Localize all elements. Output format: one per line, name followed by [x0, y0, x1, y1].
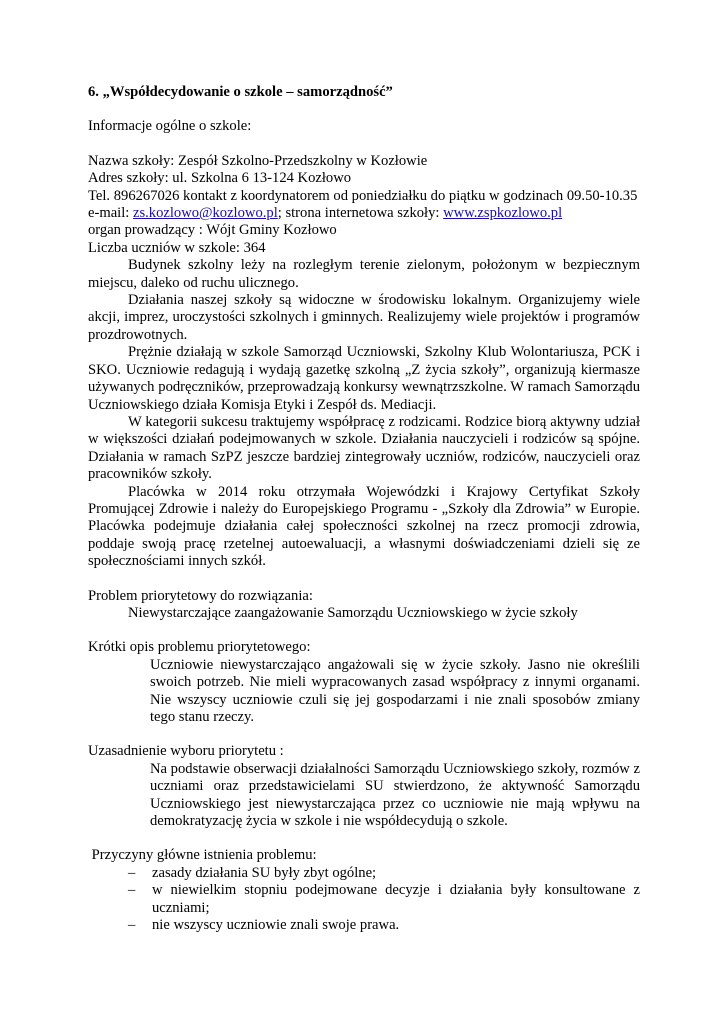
list-item-text: w niewielkim stopniu podejmowane decyzje i działania były konsultowane z uczniami; [152, 882, 640, 916]
short-description-label: Krótki opis problemu priorytetowego: [88, 639, 311, 656]
justification-text: Na podstawie obserwacji działalności Samorządu Uczniowskiego szkoły, rozmów z uczniami oraz przedstawicielami SU stwierdzono, że aktywność Samorządu Uczniowskiego jest niewystarczająca przez co uczniowie nie mają wpływu na demokratyzację życia w szkole i nie współdecydują o szkole. [150, 760, 640, 830]
list-item-text: zasady działania SU były zbyt ogólne; [152, 864, 377, 881]
justification-label: Uzasadnienie wyboru priorytetu : [88, 743, 284, 760]
website-prefix: ; strona internetowa szkoły: [277, 205, 444, 222]
justification-section [88, 743, 640, 830]
document-page [88, 84, 640, 934]
list-item [128, 917, 640, 934]
paragraph: W kategorii sukcesu traktujemy współpracę z rodzicami. Rodzice biorą aktywny udział w większości działań podejmowanych w szkole. Działania nauczycieli i rodziców są spójne. Działania w ramach SzPZ jeszcze bardziej zintegrowały uczniów, rodziców, nauczycieli oraz pracowników szkoły. [88, 413, 640, 483]
priority-problem-section [88, 588, 640, 623]
school-phone: Tel. 896267026 kontakt z koordynatorem od poniedziałku do piątku w godzinach 09.50-10.35 [88, 187, 638, 204]
section-heading: 6. „Współdecydowanie o szkole – samorządność” [88, 84, 393, 100]
paragraph: Działania naszej szkoły są widoczne w środowisku lokalnym. Organizujemy wiele akcji, imprez, uroczystości szkolnych i gminnych. Realizujemy wiele projektów i programów prozdrowotnych. [88, 292, 640, 343]
email-prefix: e-mail: [88, 205, 133, 222]
website-link[interactable]: www.zspkozlowo.pl [443, 205, 563, 222]
dash-bullet: – [128, 882, 136, 899]
priority-problem-label: Problem priorytetowy do rozwiązania: [88, 587, 313, 604]
causes-label: Przyczyny główne istnienia problemu: [88, 847, 317, 864]
school-authority: organ prowadzący : Wójt Gminy Kozłowo [88, 222, 337, 239]
info-title: Informacje ogólne o szkole: [88, 118, 252, 135]
list-item [128, 882, 640, 917]
paragraph: Prężnie działają w szkole Samorząd Uczniowski, Szkolny Klub Wolontariusza, PCK i SKO. Uczniowie redagują i wydają gazetkę szkolną „Z życia szkoły”, organizują kiermasze używanych podręczników, przeprowadzają konkursy wewnątrzszkolne. W ramach Samorządu Uczniowskiego działa Komisja Etyki i Zespół ds. Mediacji. [88, 344, 640, 413]
list-item [128, 865, 640, 882]
email-link[interactable]: zs.kozlowo@kozlowo.pl [132, 205, 278, 222]
short-description-section [88, 639, 640, 726]
causes-section [88, 847, 640, 934]
school-info [88, 153, 640, 257]
school-address: Adres szkoły: ul. Szkolna 6 13-124 Kozłowo [88, 170, 352, 187]
short-description-text: Uczniowie niewystarczająco angażowali się w życie szkoły. Jasno nie określili swoich potrzeb. Nie mieli wypracowanych zasad współpracy z innymi organami. Nie wszyscy uczniowie czuli się jej gospodarzami i nie znali sposobów zmiany tego stanu rzeczy. [150, 656, 640, 725]
school-students: Liczba uczniów w szkole: 364 [88, 239, 266, 256]
dash-bullet: – [128, 864, 136, 881]
school-name: Nazwa szkoły: Zespół Szkolno-Przedszkolny w Kozłowie [88, 152, 428, 169]
paragraph: Budynek szkolny leży na rozległym terenie zielonym, położonym w bezpiecznym miejscu, daleko od ruchu ulicznego. [88, 257, 640, 291]
list-item-text: nie wszyscy uczniowie znali swoje prawa. [152, 917, 400, 934]
causes-list [88, 865, 640, 935]
school-contact [88, 205, 640, 222]
priority-problem-text: Niewystarczające zaangażowanie Samorządu Uczniowskiego w życie szkoły [128, 604, 578, 621]
dash-bullet: – [128, 917, 136, 934]
paragraph: Placówka w 2014 roku otrzymała Wojewódzki i Krajowy Certyfikat Szkoły Promującej Zdrowie i należy do Europejskiego Programu - „Szkoły dla Zdrowia” w Europie. Placówka podejmuje działania całej społeczności szkolnej na rzecz promocji zdrowia, poddaje swoją pracę rzetelnej autoewaluacji, a własnymi doświadczeniami dzieli się ze społecznościami innych szkół. [88, 483, 640, 570]
